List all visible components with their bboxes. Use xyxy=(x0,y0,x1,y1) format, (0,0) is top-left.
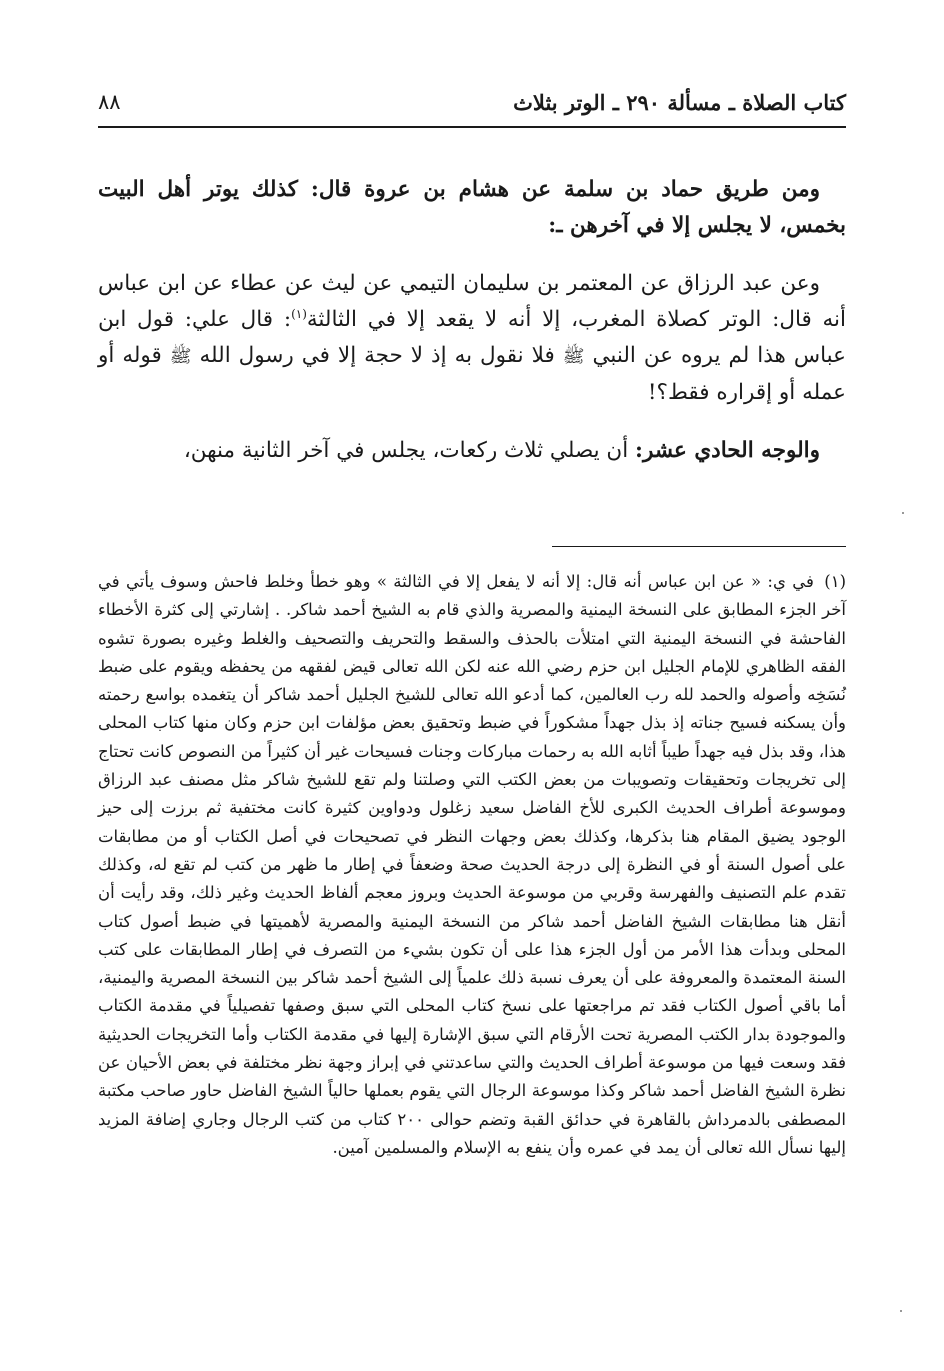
footnote-separator xyxy=(552,546,846,547)
paragraph-1 xyxy=(98,172,846,244)
paragraph-2-part-c: فلا نقول به إذ لا حجة إلا في رسول الله xyxy=(199,343,555,368)
paragraph-3-heading: والوجه الحادي عشر: xyxy=(635,438,820,463)
running-header xyxy=(98,86,846,128)
paragraph-2 xyxy=(98,266,846,411)
paragraph-3-text: أن يصلي ثلاث ركعات، يجلس في آخر الثانية منهن، xyxy=(183,438,629,463)
footnote-marker: (١) xyxy=(824,572,846,591)
main-text xyxy=(98,172,846,491)
scan-speck xyxy=(902,512,904,514)
header-title: كتاب الصلاة ـ مسألة ٢٩٠ ـ الوتر بثلاث xyxy=(513,90,846,115)
salawat-glyph: ﷺ xyxy=(562,346,585,367)
paragraph-3 xyxy=(98,433,846,469)
paragraph-2-part-d: قوله أو عمله أو إقراره فقط؟! xyxy=(98,343,846,405)
paragraph-2-part-a: وعن عبد الرزاق عن المعتمر بن سليمان التيمي عن ليث عن عطاء عن ابن عباس أنه قال: الوتر كصلاة المغرب، إلا أنه لا يقعد إلا في الثالثة xyxy=(98,271,846,332)
paragraph-2-part-b: : قال علي: قول ابن عباس هذا لم يروه عن النبي xyxy=(98,307,846,368)
scan-speck xyxy=(900,1310,902,1312)
footnotes xyxy=(98,568,846,1162)
footnote-text: في ي: « عن ابن عباس أنه قال: إلا أنه لا يفعل إلا في الثالثة » وهو خطأ وخلط فاحش وسوف يأتي في آخر الجزء المطابق على النسخة اليمنية والمصرية والذي قام به الشيخ أحمد شاكر. . إشارتي إلى كثرة الأخطاء الفاحشة في النسخة اليمنية التي امتلأت بالحذف والسقط والتحريف والتصحيف والغلط وغيره بصورة تشوه الفقه الظاهري للإمام الجليل ابن حزم رضي الله عنه لكن الله تعالى قيض لفقهه من يحفظه ويقوم على ضبط نُسَخِه وأصوله والحمد لله رب العالمين، كما أدعو الله تعالى للشيخ الجليل أحمد شاكر أن يتغمده بواسع رحمته وأن يسكنه فسيح جناته إذ بذل جهداً مشكوراً في ضبط وتحقيق بعض مؤلفات ابن حزم وكان منها كتاب المحلى هذا، وقد بذل فيه جهداً طيباً أثابه الله به رحمات مباركات وجنات فسيحات غير أن كثيراً من النصوص كانت تحتاج إلى تخريجات وتحقيقات وتصويبات من بعض الكتب التي وصلتنا ولم تقع للشيخ شاكر مثل مصنف عبد الرزاق وموسوعة أطراف الحديث الكبرى للأخ الفاضل سعيد زغلول ودواوين كثيرة كانت مختفية ثم برزت إلى حيز الوجود يضيق المقام هنا بذكرها، وكذلك بعض وجهات النظر في تصحيحات في أصل الكتاب أو من مطابقات على أصول السنة أو في النظرة إلى درجة الحديث صحة وضعفاً في إطار ما ظهر من كتب لم تقع له، وكذلك تقدم علم التصنيف والفهرسة وقربي من موسوعة الحديث وبروز معجم ألفاظ الحديث وغير ذلك، وقد رأيت أن أنقل هنا مطابقات الشيخ الفاضل أحمد شاكر من النسخة اليمنية والمصرية لأهميتها في ضبط أصول كتاب المحلى وبدأت هذا الأمر من أول الجزء هذا على أن تكون بشيء من التصرف في إطار المطابقات على كتب السنة المعتمدة والمعروفة على أن يعرف نسبة ذلك علمياً إلى الشيخ أحمد شاكر بين النسخة المصرية واليمنية، أما باقي أصول الكتاب فقد تم مراجعتها على نسخ كتاب المحلى التي سبق وصفها تفصيلياً في مقدمة الكتاب والموجودة بدار الكتب المصرية تحت الأرقام التي سبق الإشارة إليها في مقدمة الكتاب وأما التخريجات الحديثية فقد وسعت فيها من موسوعة أطراف الحديث والتي ساعدتني في إبراز وجهة نظر مختلفة في بعض الأحيان عن نظرة الشيخ الفاضل أحمد شاكر وكذا موسوعة الرجال التي يقوم بعملها حالياً الشيخ الفاضل حاور صاحب مكتبة المصطفى بالدمرداش بالقاهرة في حدائق القبة وتضم حوالى ٢٠٠ كتاب من كتب الرجال وجاري إضافة المزيد إليها نسأل الله تعالى أن يمد في عمره وأن ينفع به الإسلام والمسلمين آمين. xyxy=(98,572,846,1157)
paragraph-1-text: ومن طريق حماد بن سلمة عن هشام بن عروة قال: كذلك يوتر أهل البيت بخمس، لا يجلس إلا في آخرهن ـ: xyxy=(98,177,846,238)
footnote-1 xyxy=(98,568,846,1162)
footnote-reference: (١) xyxy=(291,306,307,321)
salawat-glyph: ﷺ xyxy=(169,346,192,367)
page-number: ٨٨ xyxy=(98,90,121,114)
